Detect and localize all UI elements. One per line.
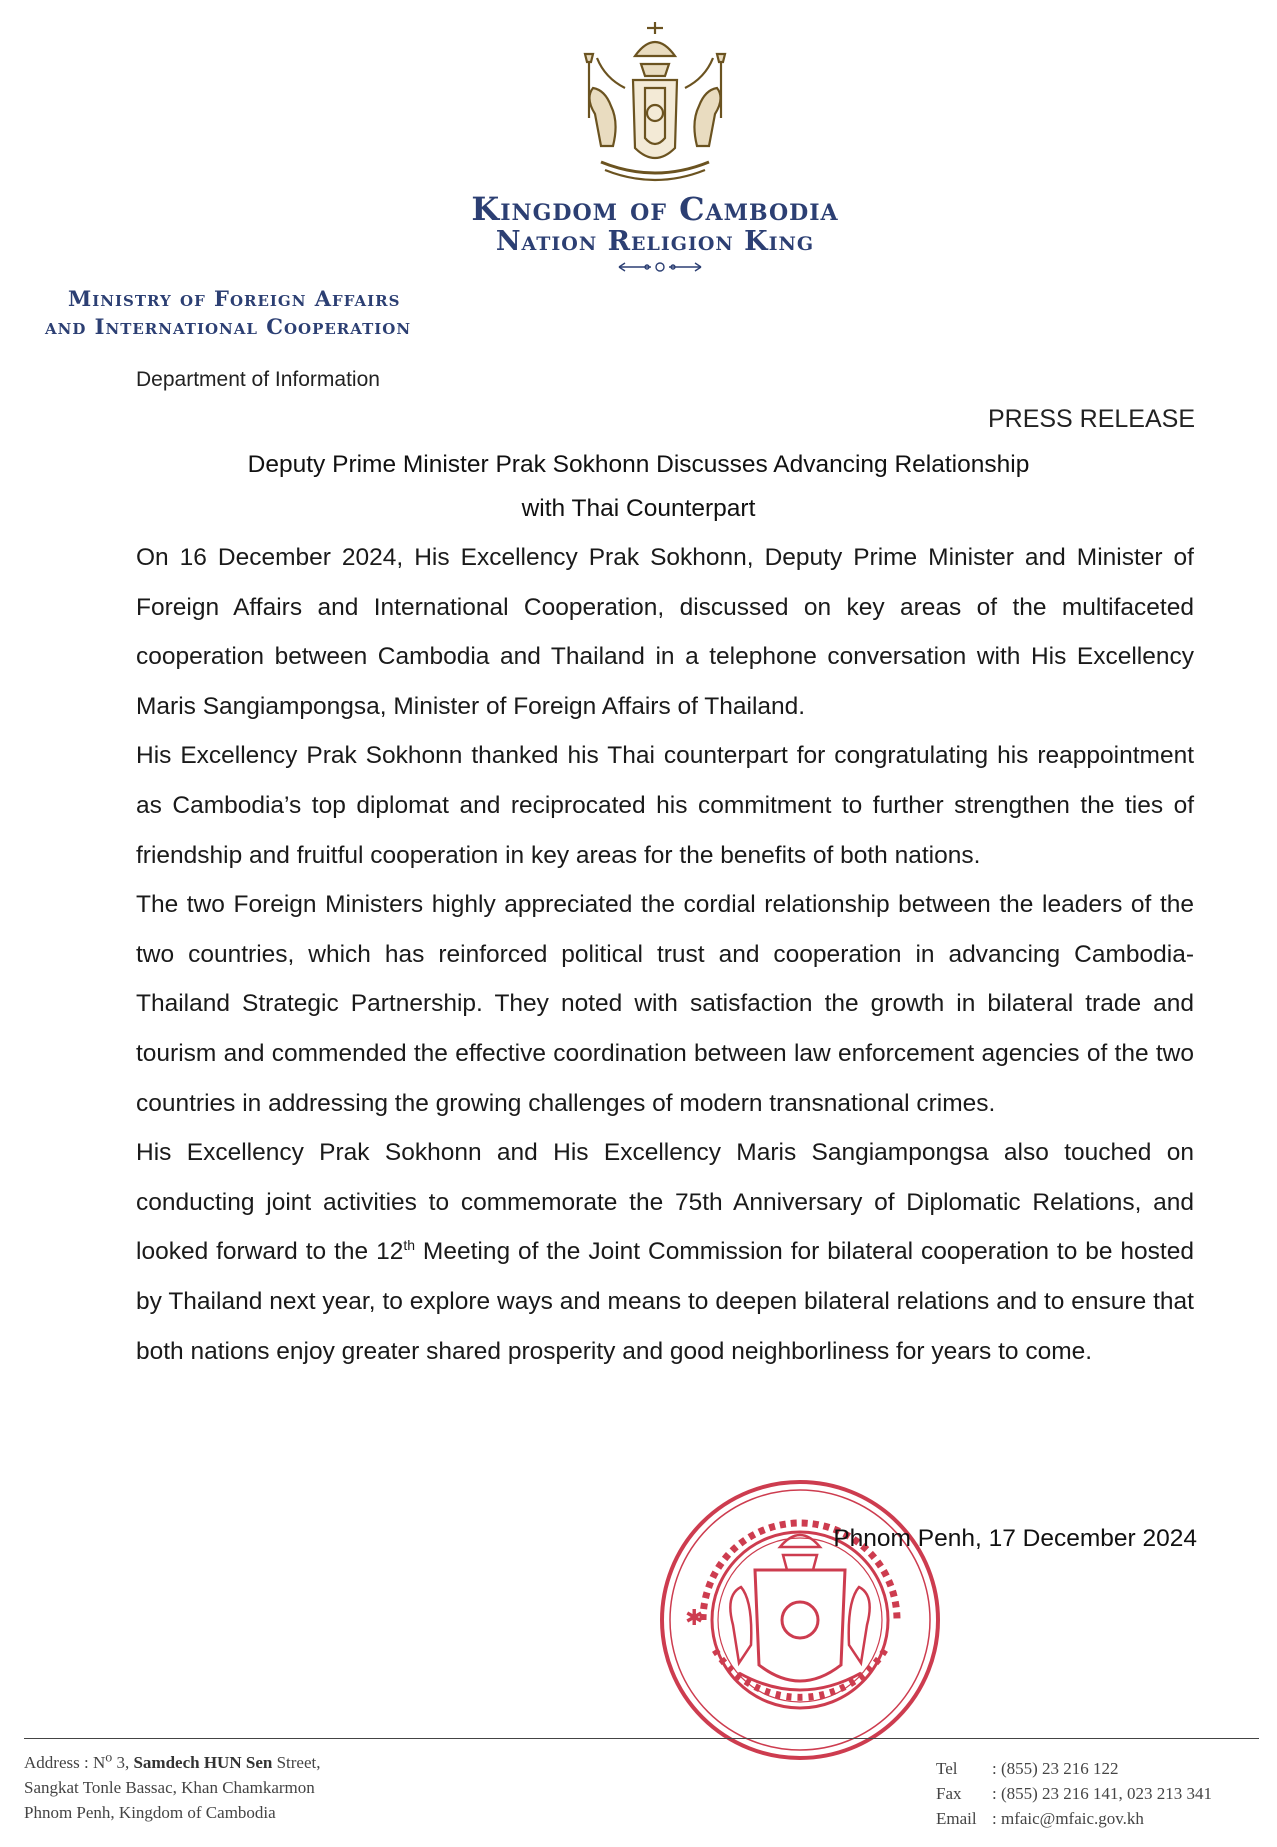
- kingdom-title: Kingdom of Cambodia: [471, 190, 839, 228]
- place-date-line: Phnom Penh, 17 December 2024: [833, 1525, 1197, 1552]
- email-label: Email: [936, 1809, 977, 1828]
- royal-crest-emblem: [575, 18, 735, 188]
- footer-contact: [936, 1756, 1212, 1831]
- ornament-divider-icon: [615, 261, 705, 273]
- department-name: Department of Information: [136, 368, 380, 391]
- street-suffix: Street,: [272, 1753, 321, 1772]
- street-name: Samdech HUN Sen: [133, 1753, 273, 1772]
- document-type-label: PRESS RELEASE: [987, 405, 1195, 433]
- paragraph-4-part2: Meeting of the Joint Commission for bilateral cooperation to be hosted by Thailand next year, to explore ways and means to deepen bilateral relations and to ensure that both nations enjoy greater shared prosperity and good neighborliness for years to come.: [136, 1238, 1194, 1365]
- paragraph-3: The two Foreign Ministers highly appreciated the cordial relationship between the leaders of the two countries, which has reinforced political trust and cooperation in advancing Cambodia-Thailand Strategic Partnership. They noted with satisfaction the growth in bilateral trade and tourism and commended the effective coordination between law enforcement agencies of the two countries in addressing the growing challenges of modern transnational crimes.: [136, 891, 1194, 1117]
- paragraph-1: On 16 December 2024, His Excellency Prak Sokhonn, Deputy Prime Minister and Minister of Foreign Affairs and International Cooperation, discussed on key areas of the multifaceted cooperation between Cambodia and Thailand in a telephone conversation with His Excellency Maris Sangiampongsa, Minister of Foreign Affairs of Thailand.: [136, 544, 1194, 720]
- address-number: 3,: [112, 1753, 134, 1772]
- email-value[interactable]: : mfaic@mfaic.gov.kh: [992, 1809, 1144, 1828]
- email-row: [936, 1806, 1212, 1831]
- paragraph-4-part1: His Excellency Prak Sokhonn and His Excellency Maris Sangiampongsa also touched on conducting joint activities to commemorate the 75th Anniversary of Diplomatic Relations, and looked forward to the 12: [136, 1139, 1194, 1266]
- tel-value: : (855) 23 216 122: [992, 1759, 1119, 1778]
- footer-address: [24, 1750, 320, 1825]
- paragraph-4: [136, 1128, 1194, 1376]
- number-sup: o: [105, 1750, 113, 1766]
- national-motto: Nation Religion King: [495, 226, 815, 257]
- tel-row: [936, 1756, 1212, 1781]
- tel-label: Tel: [936, 1759, 958, 1778]
- headline-line2: with Thai Counterpart: [521, 495, 756, 522]
- footer-divider: [24, 1738, 1259, 1739]
- headline-line1: Deputy Prime Minister Prak Sokhonn Discusses Advancing Relationship: [247, 451, 1030, 478]
- address-line2: Sangkat Tonle Bassac, Khan Chamkarmon: [24, 1778, 315, 1797]
- svg-text:✱: ✱: [685, 1606, 704, 1631]
- fax-value: : (855) 23 216 141, 023 213 341: [992, 1784, 1213, 1803]
- fax-row: [936, 1781, 1212, 1806]
- address-label: Address : N: [24, 1753, 106, 1772]
- ministry-name-line1: Ministry of Foreign Affairs: [68, 286, 401, 311]
- paragraph-2: His Excellency Prak Sokhonn thanked his Thai counterpart for congratulating his reappointment as Cambodia’s top diplomat and reciprocated his commitment to further strengthen the ties of friendship and fruitful cooperation in key areas for the benefits of both nations.: [136, 742, 1194, 869]
- fax-label: Fax: [936, 1784, 962, 1803]
- address-line1: [24, 1750, 320, 1775]
- ministry-seal-stamp: [655, 1475, 945, 1765]
- ministry-name-line2: and International Cooperation: [45, 314, 412, 339]
- press-release-body: [136, 533, 1194, 1376]
- address-line3: Phnom Penh, Kingdom of Cambodia: [24, 1803, 276, 1822]
- ordinal-suffix: th: [403, 1237, 416, 1254]
